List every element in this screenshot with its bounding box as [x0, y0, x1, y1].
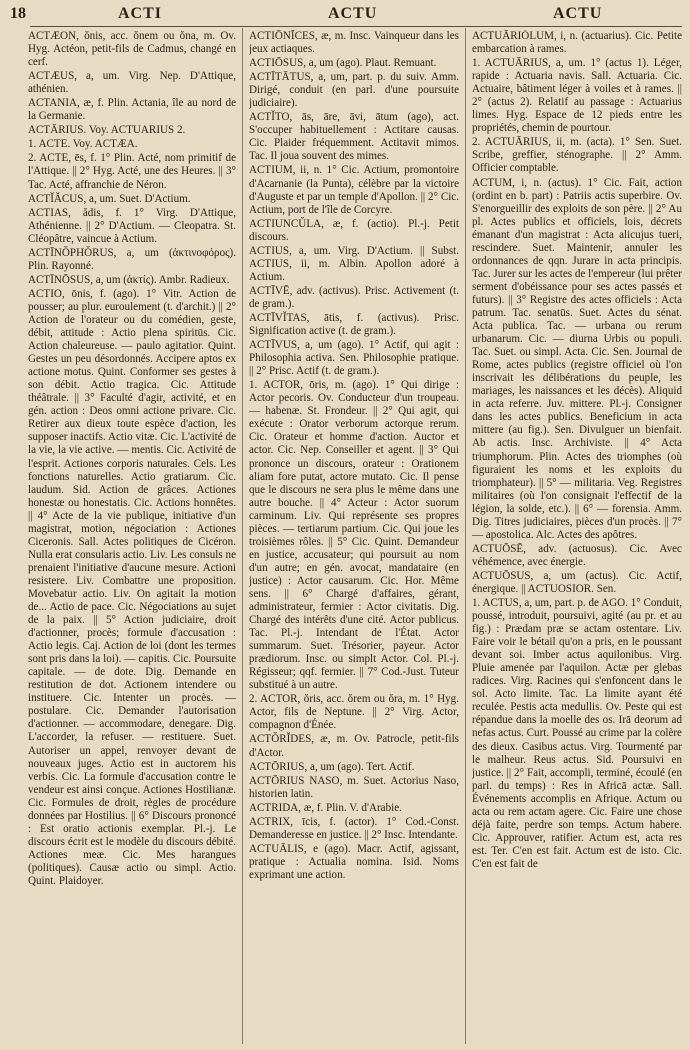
dictionary-entry: ACTUŌSUS, a, um (actus). Cic. Actif, énergique. || ACTUOSIOR. Sen.	[472, 569, 682, 595]
dictionary-entry: ACTANIA, æ, f. Plin. Actania, île au nord de la Germanie.	[28, 97, 236, 123]
dictionary-entry: ACTĪVUS, a, um (ago). 1° Actif, qui agit : Philosophia activa. Sen. Philosophie pratique. || 2° Prisc. Actif (t. de gram.).	[249, 339, 459, 378]
dictionary-entry: ACTIUS, a, um. Virg. D'Actium. || Subst. ACTIUS, ii, m. Albin. Apollon adoré à Actium.	[249, 244, 459, 283]
running-head-right: ACTU	[553, 5, 603, 22]
running-head-center: ACTU	[328, 5, 378, 22]
dictionary-entry: ACTĪVĬTAS, ātis, f. (activus). Prisc. Signification active (t. de gram.).	[249, 311, 459, 338]
dictionary-entry: ACTĪVĒ, adv. (activus). Prisc. Activement (t. de gram.).	[249, 284, 459, 310]
dictionary-entry: ACTÆUS, a, um. Virg. Nep. D'Attique, athénien.	[28, 70, 236, 96]
dictionary-entry: ACTŌRIUS NASO, m. Suet. Actorius Naso, historien latin.	[249, 774, 459, 800]
dictionary-entry: 2. ACTOR, ŏris, acc. ŏrem ou ŏra, m. 1° Hyg. Actor, fils de Neptune. || 2° Virg. Actor, compagnon d'Énée.	[249, 693, 459, 732]
dictionary-entry: ACTUĀRIŎLUM, i, n. (actuarius). Cic. Petite embarcation à rames.	[472, 30, 682, 56]
page-number: 18	[10, 5, 26, 22]
dictionary-entry: 1. ACTUĀRIUS, a, um. 1° (actus 1). Léger, rapide : Actuaria navis. Sall. Actuaria. Cic. Actuaire, bâtiment léger à voiles et à rames. || 2° (actus 2). Relatif au passage : Actuarius limes. Hyg. Espace de 12 pieds entre les propriétés, chemin de pourtour.	[472, 57, 682, 135]
dictionary-column-1	[28, 30, 236, 1044]
dictionary-entry: ACTUM, i, n. (actus). 1° Cic. Fait, action (ordint en b. part) : Patriis actis superbire. Ov. S'enorgueillir des exploits de son père. || 2° Au pl. Actes publics et officiels, lois, décrets émanant d'un magistrat : Acta alicujus tueri, rescindere. Suet. Maintenir, annuler les ordonnances de qqn. Jurare in acta principis. Tac. Jurer sur les actes de l'empereur (lui prêter serment d'obéissance pour ses actes passés et futurs). || 3° Registre des actes officiels : Acta patrum. Tac. senatūs. Suet. Actes du sénat. Acta publica. Tac. — urbana ou rerum urbanarum. Cic. — diurna Urbis ou populi. Tac. Suet. ou simpl. Acta. Cic. Sen. Journal de Rome, actes publics (registre officiel où l'on inscrivait les délibérations du peuple, les mariages, les naissances et les décès). Aliquid in acta referre. Juv. mittere. Pl.-j. Consigner dans les actes publics. Beneficium in acta mittere (au fig.). Sen. Divulguer un bienfait. Ab actis. Insc. Archiviste. || 4° Acta triumphorum. Plin. Actes des triomphes (où figuraient les noms et les exploits du triomphateur). || 5° — militaria. Veg. Registres militaires (où l'on consignait l'effectif de la légion, la solde, etc.). || 6° — forensia. Amm. Dig. Titres judiciaires, pièces d'un procès. || 7° — apostolica. Alc. Actes des apôtres.	[472, 176, 682, 541]
dictionary-entry: ACTIŌNĪCES, æ, m. Insc. Vainqueur dans les jeux actiaques.	[249, 30, 459, 56]
page-header	[0, 0, 690, 26]
column-separator	[242, 28, 243, 1044]
dictionary-entry: ACTIAS, ădis, f. 1° Virg. D'Attique, Athénienne. || 2° D'Actium. — Cleopatra. St. Cléopâtre, vaincue à Actium.	[28, 206, 236, 245]
dictionary-entry: ACTIUM, ii, n. 1° Cic. Actium, promontoire d'Acarnanie (la Punta), célèbre par la victoire d'Auguste et par un temple d'Apollon. || 2° Cic. Actium, port de l'île de Corcyre.	[249, 164, 459, 216]
running-head-left: ACTI	[118, 5, 163, 22]
dictionary-entry: ACTUŌSĒ, adv. (actuosus). Cic. Avec véhémence, avec énergie.	[472, 542, 682, 568]
dictionary-entry: 1. ACTUS, a, um, part. p. de AGO. 1° Conduit, poussé, introduit, poursuivi, agité (au pr. et au fig.) : Prædam præ se actam ostentare. Liv. Faire voir le bétail qu'on a pris, en le poussant devant soi. Imber actus aquilonibus. Virg. Pluie amenée par l'aquilon. Actæ per glebas radices. Virg. Racines qui s'enfoncent dans le sol. Acto limite. Tac. La limite ayant été reculée. Pestis acta medullis. Ov. Peste qui est répandue dans la moelle des os. Irā deorum ad nefas actus. Curt. Poussé au crime par la colère des dieux. Casibus actus. Virg. Tourmenté par le malheur. Reus actus. Sid. Poursuivi en justice. || 2° Fait, accompli, terminé, écoulé (en parl. du temps) : Res in Africā actæ. Sall. Événements accomplis en Afrique. Actum ou acta ou rem actam agere. Cic. Faire une chose déjà faite, perdre son temps. Actum habere. Cic. Approuver, ratifier. Actum est, acta res est. Ter. C'en est fait. Actum est de isto. Cic. C'en est fait de	[472, 597, 682, 870]
dictionary-entry: 1. ACTOR, ōris, m. (ago). 1° Qui dirige : Actor pecoris. Ov. Conducteur d'un troupeau. — habenæ. St. Frondeur. || 2° Qui agit, qui exécute : Orator verborum actorque rerum. Cic. Orateur et homme d'action. Auctor et actor. Cic. Nep. Conseiller et agent. || 3° Qui prononce un discours, orateur : Orationem aliam fore putat, actore mutato. Cic. Il pense que le discours ne sera plus le même dans une autre bouche. || 4° Acteur : Actor suorum carminum. Liv. Qui représente ses propres pièces. — tertiarum partium. Cic. Qui joue les troisièmes rôles. || 5° Cic. Quint. Demandeur en justice, accusateur; qui poursuit au nom d'un autre; en gén. avocat, mandataire (en justice) : Actor causarum. Cic. Hor. Même sens. || 6° Chargé d'affaires, gérant, administrateur, fermier : Actor civitatis. Dig. Chargé des intérêts d'une cité. Actor publicus. Tac. Pl.-j. Intendant de l'État. Actor summarum. Suet. Trésorier, payeur. Actor prædiorum. Insc. ou simplt Actor. Col. Pl.-j. Régisseur; qqf. fermier. || 7° Cod.-Just. Tuteur substitué à un autre.	[249, 379, 459, 692]
dictionary-entry: 1. ACTE. Voy. ACTÆA.	[28, 138, 138, 151]
dictionary-entry: ACTRIDA, æ, f. Plin. V. d'Arabie.	[249, 801, 402, 814]
dictionary-entry: 2. ACTE, ēs, f. 1° Plin. Acté, nom primitif de l'Attique. || 2° Hyg. Acté, une des Heures. || 3° Tac. Acté, affranchie de Néron.	[28, 152, 236, 191]
dictionary-entry: ACTIO, ōnis, f. (ago). 1° Vitr. Action de pousser; au plur. euroulement (t. d'archit.) || 2° Action de l'orateur ou du comédien, geste, débit, attitude : Actio plena spiritūs. Cic. Action chaleureuse. — paulo agitatior. Quint. Gestes un peu désordonnés. Accipere aptos ex actione motus. Quint. Conformer ses gestes à son débit. Actio tragica. Cic. Attitude théâtrale. || 3° Faculté d'agir, activité, et en gén. action : Deos omni actione privare. Cic. Retirer aux dieux toute espèce d'action, les supposer inactifs. Actio vitæ. Cic. L'activité de la vie, la vie active. — mentis. Cic. Activité de l'esprit. Actiones corporis naturales. Cels. Les fonctions naturelles. Actio gratiarum. Cic. laudum. Sid. Action de grâces. Actiones honestæ ou honestatis. Cic. Actions honnêtes. || 4° Acte de la vie publique, initiative d'un magistrat, motion, négociation : Actiones Ciceronis. Sall. Actes politiques de Cicéron. Nulla erat consularis actio. Liv. Les consuls ne prenaient l'initiative d'aucune mesure. Actioni resistere. Liv. Combattre une proposition. Movebatur actio. Liv. On agitait la motion de... Actio de pace. Cic. Négociations au sujet de la paix. || 5° Action judiciaire, droit d'actionner, procès; formule d'accusation : Actio legis. Caj. Action de loi (dont les termes sont pris dans la loi). — capitis. Cic. Poursuite capitale. — de dote. Dig. Demande en restitution de dot. Actionem intendere ou instituere. Cic. Intenter un procès. — postulare. Cic. Demander l'autorisation d'actionner. — accommodare, denegare. Dig. L'accorder, la refuser. — restituere. Suet. Autoriser un appel, renvoyer devant de nouveaux juges. Actio est in auctorem his verbis. Cic. La formule d'accusation contre le vendeur est ainsi conçue. Actiones Hostilianæ. Cic. Formules de droit, règles de procédure données par Hostilius. || 6° Discours prononcé : Est oratio actionis exemplar. Pl.-j. Le discours écrit est le modèle du discours débité. Actiones meæ. Cic. Mes harangues (politiques). Causæ actio ou simpl. Actio. Quint. Plaidoyer.	[28, 287, 236, 887]
dictionary-column-3	[472, 30, 682, 1044]
dictionary-entry: ACTŌRIUS, a, um (ago). Tert. Actif.	[249, 760, 415, 773]
dictionary-column-2	[249, 30, 459, 1044]
dictionary-entry: ACTIŌSUS, a, um (ago). Plaut. Remuant.	[249, 57, 437, 70]
dictionary-entry: ACTUĀLIS, e (ago). Macr. Actif, agissant, pratique : Actualia nomina. Isid. Noms exprimant une action.	[249, 842, 459, 881]
dictionary-entry: ACTIUNCŬLA, æ, f. (actio). Pl.-j. Petit discours.	[249, 217, 459, 243]
dictionary-entry: ACTĪNŎPHŎRUS, a, um (ἀκτινοφόρος). Plin. Rayonné.	[28, 246, 236, 272]
dictionary-entry: ACTĬĂCUS, a, um. Suet. D'Actium.	[28, 192, 191, 205]
dictionary-entry: 2. ACTUĀRIUS, ii, m. (acta). 1° Sen. Suet. Scribe, greffier, sténographe. || 2° Amm. Officier comptable.	[472, 136, 682, 175]
header-rule	[30, 26, 682, 27]
dictionary-entry: ACTĬTO, ās, āre, āvi, ātum (ago), act. S'occuper habituellement : Actitare causas. Cic. Plaider fréquemment. Actitavit mimos. Tac. Il joua souvent des mimes.	[249, 111, 459, 163]
dictionary-entry: ACTÆON, ŏnis, acc. ŏnem ou ŏna, m. Ov. Hyg. Actéon, petit-fils de Cadmus, changé en cerf.	[28, 30, 236, 69]
dictionary-entry: ACTĀRIUS. Voy. ACTUARIUS 2.	[28, 124, 186, 137]
dictionary-entry: ACTĪTĀTUS, a, um, part. p. du suiv. Amm. Dirigé, conduit (en parl. d'une poursuite judiciaire).	[249, 71, 459, 110]
dictionary-entry: ACTĪNŌSUS, a, um (ἀκτίς). Ambr. Radieux.	[28, 273, 230, 286]
dictionary-entry: ACTRIX, īcis, f. (actor). 1° Cod.-Const. Demanderesse en justice. || 2° Insc. Intendante.	[249, 815, 459, 841]
dictionary-entry: ACTŎRĬDES, æ, m. Ov. Patrocle, petit-fils d'Actor.	[249, 733, 459, 759]
column-separator	[465, 28, 466, 1044]
